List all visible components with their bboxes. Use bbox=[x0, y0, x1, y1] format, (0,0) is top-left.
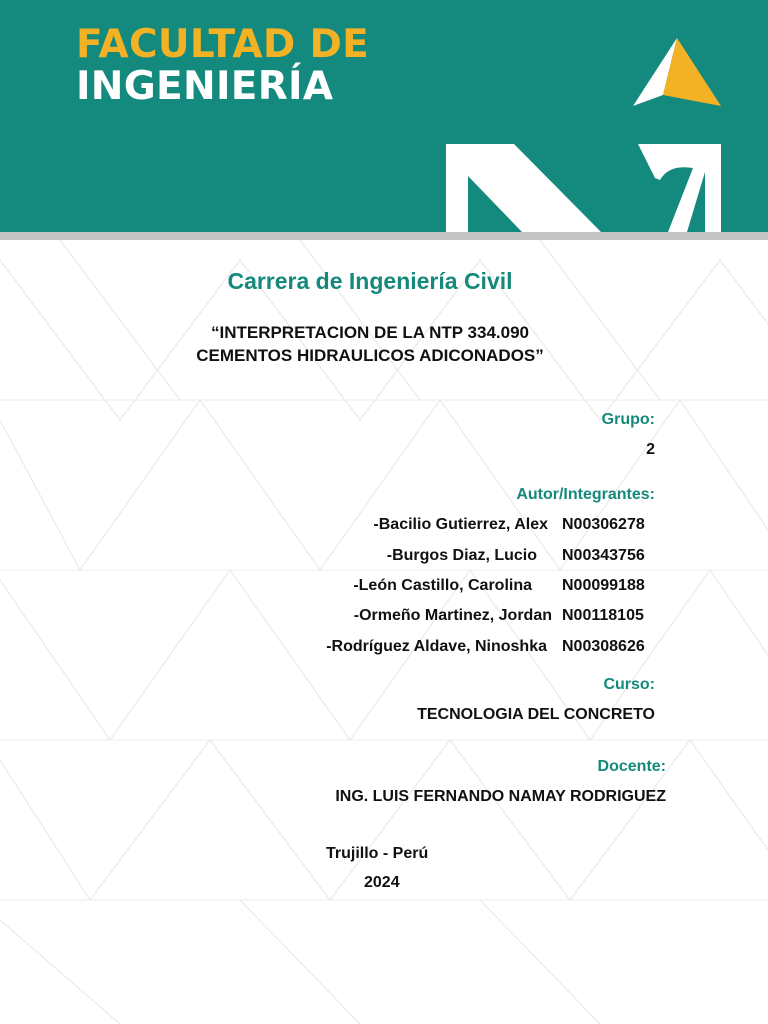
author-row bbox=[290, 607, 660, 629]
document-title-line1: “INTERPRETACION DE LA NTP 334.090 bbox=[210, 323, 530, 342]
author-name: -Bacilio Gutierrez, Alex bbox=[373, 516, 548, 533]
author-code: N00306278 bbox=[562, 516, 645, 533]
career-name: Carrera de Ingeniería Civil bbox=[227, 268, 513, 294]
course-value: TECNOLOGIA DEL CONCRETO bbox=[417, 706, 655, 723]
group-label: Grupo: bbox=[601, 411, 655, 428]
group-value: 2 bbox=[646, 441, 655, 458]
teacher-label: Docente: bbox=[597, 758, 666, 775]
faculty-header-banner bbox=[0, 0, 768, 232]
author-code: N00308626 bbox=[562, 638, 645, 655]
header-separator bbox=[0, 232, 768, 240]
author-name: -Rodríguez Aldave, Ninoshka bbox=[326, 638, 547, 655]
author-code: N00343756 bbox=[562, 547, 645, 564]
author-name: -León Castillo, Carolina bbox=[353, 577, 532, 594]
location: Trujillo - Perú bbox=[326, 845, 429, 862]
teacher-value: ING. LUIS FERNANDO NAMAY RODRIGUEZ bbox=[335, 788, 666, 805]
university-logo-icon bbox=[0, 0, 768, 232]
author-row bbox=[290, 516, 660, 538]
author-name: -Burgos Diaz, Lucio bbox=[386, 547, 537, 564]
author-row bbox=[290, 577, 660, 599]
faculty-title-line2: INGENIERÍA bbox=[76, 64, 334, 109]
faculty-title-line1: FACULTAD DE bbox=[76, 22, 370, 67]
author-row bbox=[290, 547, 660, 569]
document-title bbox=[0, 321, 740, 367]
author-row bbox=[290, 638, 660, 660]
year: 2024 bbox=[364, 874, 400, 891]
author-code: N00099188 bbox=[562, 577, 645, 594]
authors-label: Autor/Integrantes: bbox=[516, 486, 655, 503]
author-name: -Ormeño Martinez, Jordan bbox=[353, 607, 552, 624]
author-code: N00118105 bbox=[562, 607, 644, 624]
course-label: Curso: bbox=[603, 676, 655, 693]
document-title-line2: CEMENTOS HIDRAULICOS ADICONADOS” bbox=[196, 346, 544, 365]
